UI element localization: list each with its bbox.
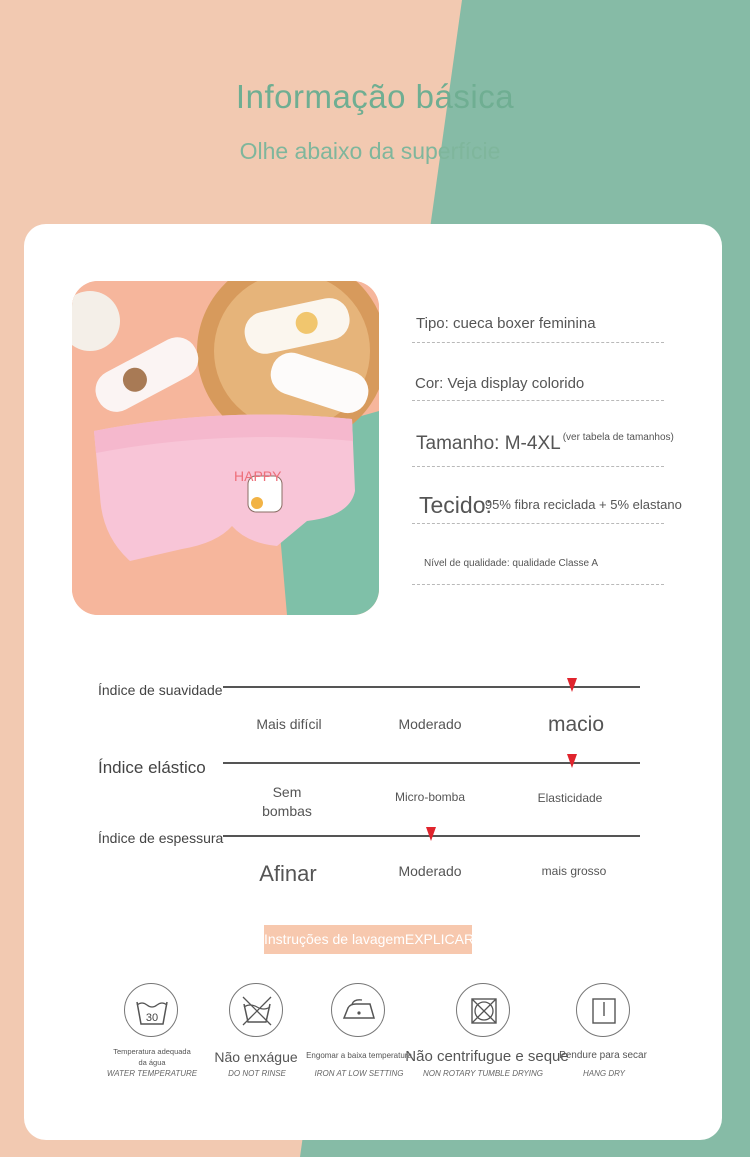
hang-dry-en: HANG DRY [583,1069,625,1078]
hang-dry-title: Pendure para secar [559,1050,647,1061]
iron-low-en: IRON AT LOW SETTING [314,1069,404,1078]
elastico-label: Índice elástico [98,758,206,777]
espessura-option-3: mais grosso [541,864,607,878]
spec-tamanho-text: Tamanho: M-4XL [416,433,561,454]
no-rinse-icon [229,983,283,1037]
espessura-option-2: Moderado [398,863,462,879]
no-rinse-title: Não enxágue [214,1049,298,1065]
elastico-option-2: Micro-bomba [394,790,466,804]
no-tumble-dry-title: Não centrifugue e seque [405,1048,569,1065]
wash-30-en: WATER TEMPERATURE [106,1069,198,1078]
no-tumble-dry-icon [456,983,510,1037]
elastico-option-1: Sem bombas [262,784,312,819]
suavidade-option-1: Mais difícil [256,716,322,732]
no-tumble-dry-en: NON ROTARY TUMBLE DRYING [422,1069,544,1078]
espessura-marker [426,827,436,841]
spec-tamanho [412,430,674,467]
spec-cor [412,373,664,401]
no-rinse-en: DO NOT RINSE [228,1069,286,1078]
iron-low-title: Engomar a baixa temperatura [306,1051,412,1060]
product-photo [72,281,379,615]
spec-tecido [412,488,682,524]
spec-tipo [412,312,664,343]
elastico-option-3: Elasticidade [537,791,603,805]
wash-30-icon [124,983,178,1037]
spec-tipo-text: Tipo: cueca boxer feminina [416,315,596,332]
page-title: Informação básica [235,78,515,115]
hang-dry-icon [576,983,630,1037]
spec-tecido-label: Tecido: [419,492,492,518]
wash-30-title: Temperatura adequada da água [113,1047,191,1067]
elastico-marker [567,754,577,768]
suavidade-scale-line [223,686,640,688]
suavidade-marker [567,678,577,692]
espessura-option-1: Afinar [259,861,317,886]
wash-temp-value: 30 [145,1012,159,1024]
suavidade-option-3: macio [547,713,605,736]
happy-print-text: HAPPY [234,468,282,484]
spec-qualidade-text: Nível de qualidade: qualidade Classe A [424,558,599,569]
spec-qualidade [412,549,664,585]
suavidade-label: Índice de suavidade [98,682,223,698]
espessura-label: Índice de espessura [98,830,224,846]
spec-tamanho-note: (ver tabela de tamanhos) [562,432,674,443]
spec-cor-text: Cor: Veja display colorido [415,375,585,392]
suavidade-option-2: Moderado [398,716,462,732]
iron-low-icon [331,983,385,1037]
spec-tecido-value: 95% fibra reciclada + 5% elastano [484,497,682,512]
washing-instructions-button[interactable]: Instruções de lavagemEXPLICAR [264,925,472,954]
elastico-scale-line [223,762,640,764]
page-subtitle: Olhe abaixo da superfície [239,138,501,164]
